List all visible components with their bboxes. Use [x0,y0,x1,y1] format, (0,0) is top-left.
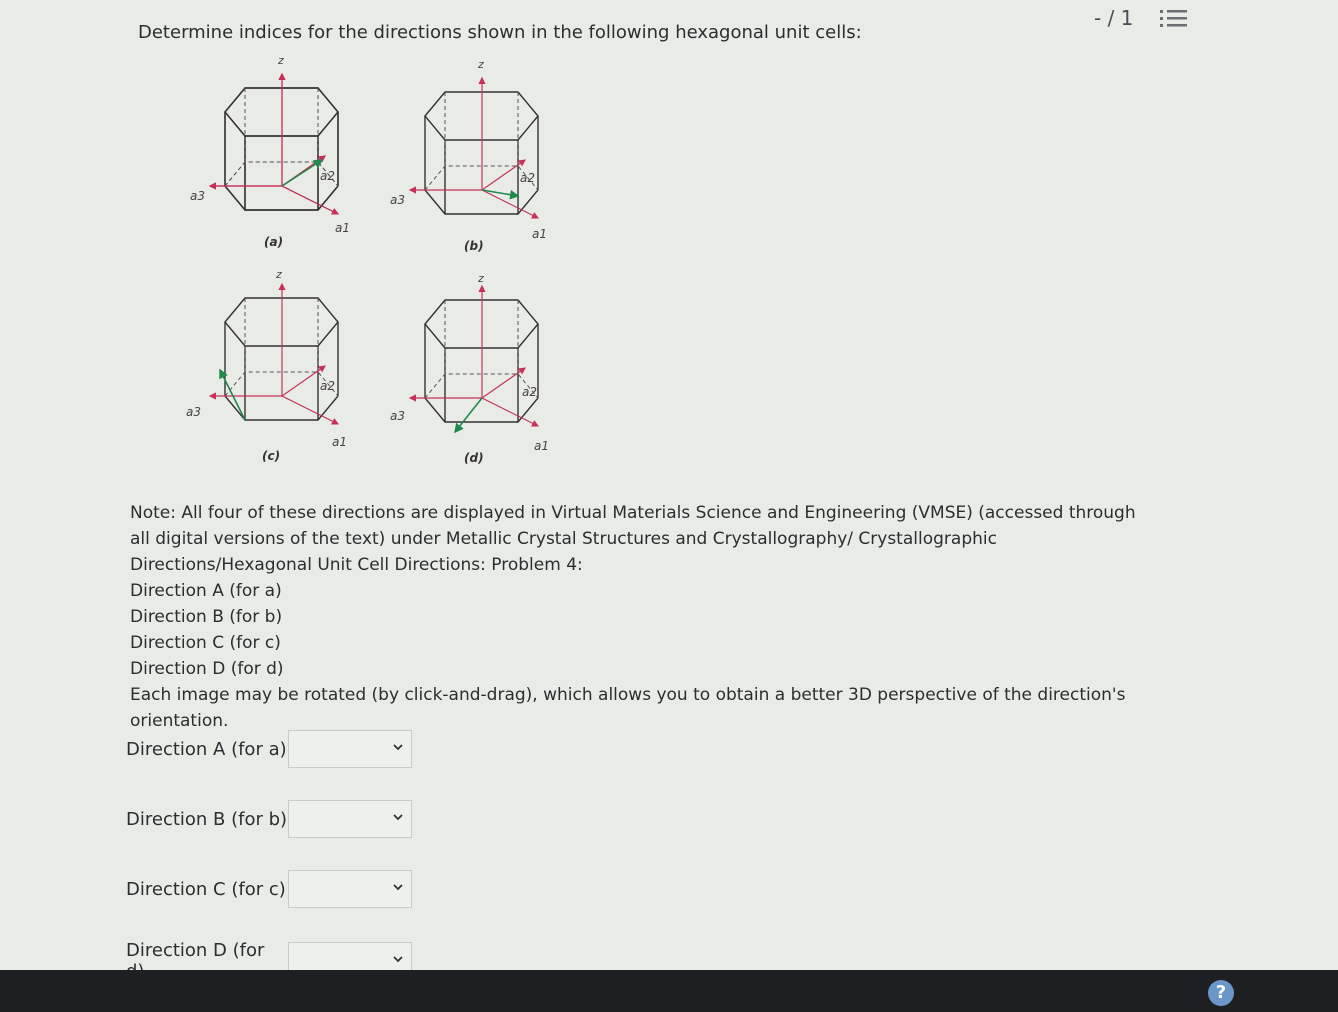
chevron-down-icon [393,812,403,822]
answer-label-a: Direction A (for a) [126,738,287,760]
axis-z-label: z [276,268,282,281]
axis-a2-label: a2 [320,379,335,393]
answer-label-d: Direction D (for [126,940,265,961]
answer-select-c[interactable] [288,870,412,908]
list-icon[interactable] [1160,8,1188,30]
hexagonal-unit-cell-figures[interactable] [180,52,560,472]
axis-a3-label: a3 [390,193,405,207]
caption-d: (d) [464,451,484,465]
chevron-down-icon [393,742,403,752]
axis-a1-label: a1 [532,227,547,241]
axis-a1-label: a1 [332,435,347,449]
answer-row-c [126,870,412,908]
axis-a1-label: a1 [335,221,350,235]
axis-z-label: z [278,54,284,67]
axis-a2-label: a2 [522,385,537,399]
chevron-down-icon [393,954,403,964]
note-line-c: Direction C (for c) [130,633,281,653]
axis-a3-label: a3 [186,405,201,419]
question-text: Determine indices for the directions shown in the following hexagonal unit cells: [138,22,862,43]
answer-label-b: Direction B (for b) [126,808,288,830]
axis-a2-label: a2 [320,169,335,183]
axis-a3-label: a3 [190,189,205,203]
caption-b: (b) [464,239,484,253]
axis-z-label: z [478,58,484,71]
note-rotate: Each image may be rotated (by click-and-drag), which allows you to obtain a better 3D perspective of the direction's orientation. [130,685,1126,731]
axis-a1-label: a1 [534,439,549,453]
note-line-b: Direction B (for b) [130,607,283,627]
note-line-d: Direction D (for d) [130,659,284,679]
help-icon[interactable]: ? [1208,980,1234,1006]
note-block [130,500,1150,734]
answer-select-a[interactable] [288,730,412,768]
taskbar [0,970,1338,1012]
score-display: - / 1 [1094,6,1134,30]
axis-a3-label: a3 [390,409,405,423]
caption-c: (c) [262,449,281,463]
answer-select-b[interactable] [288,800,412,838]
answer-row-b [126,800,412,838]
note-line-a: Direction A (for a) [130,581,282,601]
axis-z-label: z [478,272,484,285]
axis-a2-label: a2 [520,171,535,185]
note-paragraph: Note: All four of these directions are displayed in Virtual Materials Science and Engineering (VMSE) (accessed through all digital versions of the text) under Metallic Crystal Structures and Crystallography/ Crystallographic Directions/Hexagonal Unit Cell Directions: Problem 4: [130,503,1136,575]
answer-row-a [126,730,412,768]
caption-a: (a) [264,235,284,249]
chevron-down-icon [393,882,403,892]
answer-label-c: Direction C (for c) [126,878,286,900]
